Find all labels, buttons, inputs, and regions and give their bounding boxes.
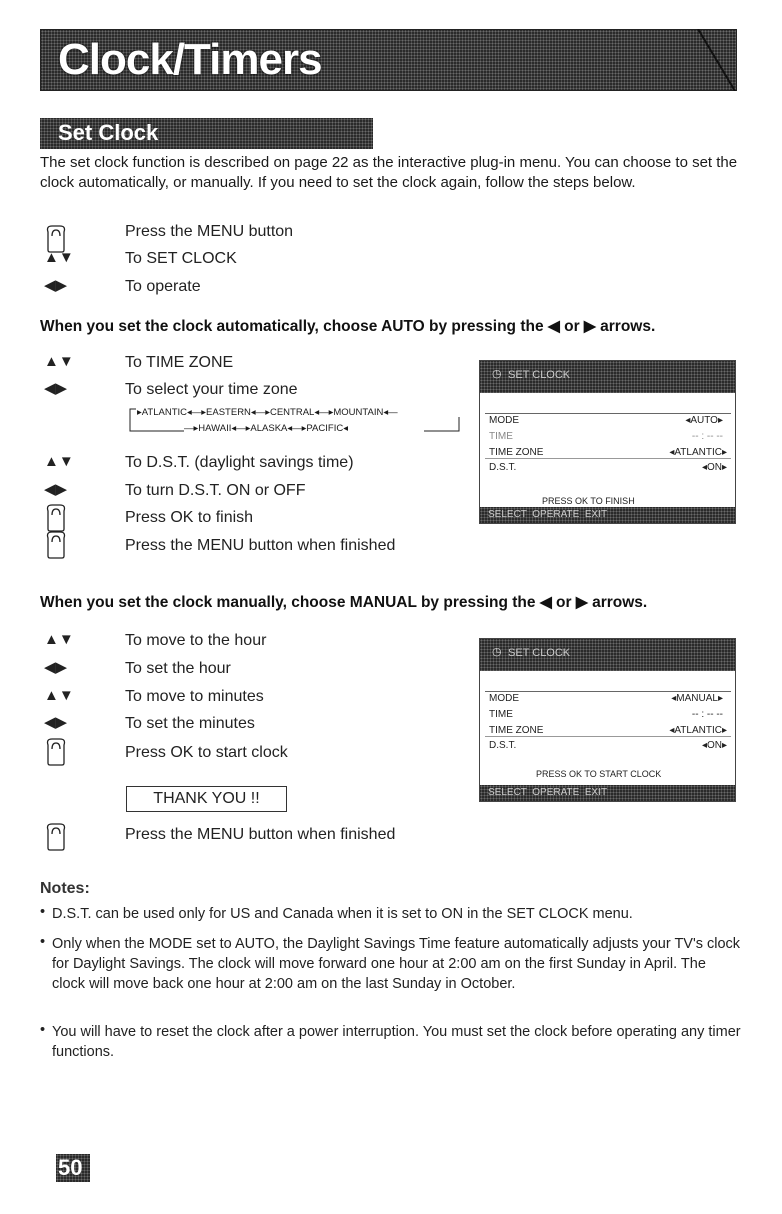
up-down-arrows-icon: ▲▼ <box>44 631 74 648</box>
step-text: To operate <box>125 278 201 295</box>
step-text: To move to the hour <box>125 632 267 649</box>
osd-manual-panel <box>479 638 736 802</box>
osd-value: ◂ATLANTIC▸ <box>669 447 727 458</box>
left-right-arrows-icon: ◀▶ <box>44 714 68 731</box>
osd-auto-panel <box>479 360 736 524</box>
osd-label: MODE <box>489 693 519 704</box>
osd-label: TIME ZONE <box>489 725 544 736</box>
section-title: Set Clock <box>58 120 159 145</box>
step-text: Press OK to start clock <box>125 744 288 761</box>
osd-dst-value: ON <box>706 462 722 473</box>
note-item: You will have to reset the clock after a power interruption. You must set the clock before operating any timer functions. <box>52 1024 741 1060</box>
timezone-mountain: MOUNTAIN <box>333 407 384 418</box>
osd-dst-value: ON <box>706 740 722 751</box>
page-number: 50 <box>58 1155 83 1180</box>
osd-value: ◂ATLANTIC▸ <box>669 725 727 736</box>
timezone-cycle-diagram: ▸ATLANTIC◂—▸EASTERN◂—▸CENTRAL◂—▸MOUNTAIN◂— —▸HAWAII◂—▸ALASKA◂—▸PACIFIC◂ <box>124 407 474 439</box>
osd-label: TIME <box>489 709 513 720</box>
osd-timezone-value: ATLANTIC <box>674 447 722 458</box>
osd-value: -- : -- -- <box>691 709 723 720</box>
osd-divider <box>485 413 731 414</box>
timezone-atlantic: ATLANTIC <box>141 407 187 418</box>
osd-footer <box>480 507 735 523</box>
osd-label: MODE <box>489 415 519 426</box>
step-text: To set the hour <box>125 660 231 677</box>
osd-header <box>480 639 735 671</box>
osd-message: PRESS OK TO FINISH <box>542 496 635 506</box>
osd-title: SET CLOCK <box>508 647 571 659</box>
osd-divider <box>485 458 731 459</box>
menu-button-icon <box>44 822 68 852</box>
osd-value: ◂ON▸ <box>701 740 727 751</box>
auto-heading: When you set the clock automatically, choose AUTO by pressing the ◀ or ▶ arrows. <box>40 318 656 335</box>
timezone-hawaii: HAWAII <box>198 423 232 434</box>
clock-icon: ◷ <box>492 368 502 380</box>
step-text: To SET CLOCK <box>125 250 237 267</box>
step-text: Press the MENU button when finished <box>125 537 396 554</box>
step-text: To move to minutes <box>125 688 264 705</box>
osd-footer-text: SELECT OPERATE EXIT <box>488 787 608 798</box>
osd-divider <box>485 691 731 692</box>
notes-title: Notes: <box>40 880 90 897</box>
timezone-eastern: EASTERN <box>206 407 251 418</box>
header-decoration <box>640 29 737 91</box>
osd-value: ◂ON▸ <box>701 462 727 473</box>
left-right-arrows-icon: ◀▶ <box>44 277 68 294</box>
osd-label: TIME ZONE <box>489 447 544 458</box>
timezone-alaska: ALASKA <box>250 423 288 434</box>
osd-footer <box>480 785 735 801</box>
note-item: D.S.T. can be used only for US and Canada when it is set to ON in the SET CLOCK menu. <box>52 906 633 922</box>
menu-button-icon <box>44 530 68 560</box>
up-down-arrows-icon: ▲▼ <box>44 353 74 370</box>
up-down-arrows-icon: ▲▼ <box>44 249 74 266</box>
osd-label: D.S.T. <box>489 462 517 473</box>
left-right-arrows-icon: ◀▶ <box>44 481 68 498</box>
left-right-arrows-icon: ◀▶ <box>44 380 68 397</box>
intro-paragraph: The set clock function is described on page 22 as the interactive plug-in menu. You can choose to set the clock automatically, or manually. If you need to set the clock again, follow the steps below. <box>40 154 738 191</box>
osd-divider <box>485 736 731 737</box>
osd-value: -- : -- -- <box>691 431 723 442</box>
step-text: To TIME ZONE <box>125 354 234 371</box>
bullet: • <box>40 904 46 920</box>
osd-title: SET CLOCK <box>508 369 571 381</box>
up-down-arrows-icon: ▲▼ <box>44 453 74 470</box>
bullet: • <box>40 1022 46 1038</box>
remote-button-icon <box>44 737 68 767</box>
page-title: Clock/Timers <box>58 35 322 84</box>
osd-value: ◂AUTO▸ <box>685 415 723 426</box>
thank-you-box: THANK YOU !! <box>126 786 287 812</box>
step-text: To select your time zone <box>125 381 298 398</box>
step-text: Press OK to finish <box>125 509 254 526</box>
step-text: Press the MENU button <box>125 223 294 240</box>
step-text: To turn D.S.T. ON or OFF <box>125 482 306 499</box>
osd-timezone-value: ATLANTIC <box>674 725 722 736</box>
up-down-arrows-icon: ▲▼ <box>44 687 74 704</box>
step-text: To D.S.T. (daylight savings time) <box>125 454 354 471</box>
note-item: Only when the MODE set to AUTO, the Daylight Savings Time feature automatically adjusts your TV's clock for Daylight Savings. The clock will move forward one hour at 2:00 am on the first Sunday in April. The clock will move back one hour at 2:00 am on the last Sunday in October. <box>52 936 741 992</box>
osd-header <box>480 361 735 393</box>
timezone-central: CENTRAL <box>269 407 315 418</box>
osd-label: TIME <box>489 431 513 442</box>
step-text: To set the minutes <box>125 715 255 732</box>
bullet: • <box>40 934 46 950</box>
manual-heading: When you set the clock manually, choose MANUAL by pressing the ◀ or ▶ arrows. <box>40 594 648 611</box>
osd-value: ◂MANUAL▸ <box>671 693 723 704</box>
osd-label: D.S.T. <box>489 740 517 751</box>
timezone-pacific: PACIFIC <box>306 423 344 434</box>
remote-button-icon <box>44 503 68 533</box>
step-text: Press the MENU button when finished <box>125 826 396 843</box>
osd-footer-text: SELECT OPERATE EXIT <box>488 509 608 520</box>
clock-icon: ◷ <box>492 646 502 658</box>
osd-mode-value: AUTO <box>690 415 718 426</box>
osd-mode-value: MANUAL <box>676 693 718 704</box>
osd-message: PRESS OK TO START CLOCK <box>536 769 662 779</box>
left-right-arrows-icon: ◀▶ <box>44 659 68 676</box>
